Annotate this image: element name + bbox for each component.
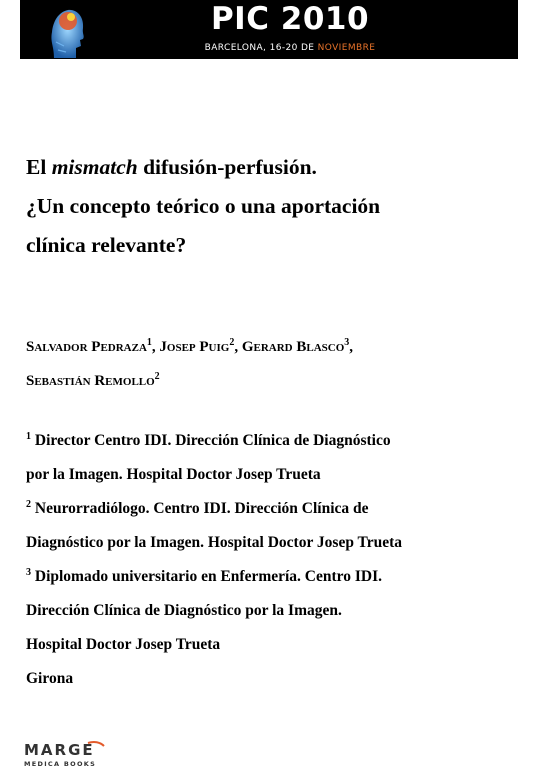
affiliation-text: Diplomado universitario en Enfermería. Centro IDI. [31,568,383,585]
affiliation-1-line-2: por la Imagen. Hospital Doctor Josep Trueta [26,466,321,483]
affiliation-text: Director Centro IDI. Dirección Clínica de Diagnóstico [31,432,391,449]
title-text: difusión-perfusión. [137,155,317,179]
author-name: Josep Puig [159,339,230,355]
author-affiliation-mark: 3 [344,337,350,348]
affiliation-mark: 2 [26,499,31,510]
publisher-logo [24,740,134,770]
author-affiliation-mark: 1 [146,337,152,348]
author-affiliation-mark: 2 [154,371,160,382]
author-line-2 [26,364,536,398]
author-name: Sebastián Remollo [26,373,155,389]
affiliation-3-line-1 [26,560,536,594]
title-line-3: clínica relevante? [26,233,187,257]
conference-location-dates: BARCELONA, 16-20 DE [204,43,318,53]
affiliation-list [26,424,536,696]
publisher-name: MARGE [24,741,95,759]
affiliation-text: Neurorradiólogo. Centro IDI. Dirección Clínica de [31,500,369,517]
author-name: Gerard Blasco [241,339,345,355]
title-line-2: ¿Un concepto teórico o una aportación [26,194,381,218]
publisher-subname: MEDICA BOOKS [24,760,97,768]
head-silhouette-brain-icon [44,2,88,58]
title-italic-term: mismatch [51,155,138,179]
author-line-1: Salvador Pedraza$^1$, Josep Puig$^2$, Gerard Blasco$^3$, [26,337,354,355]
title-line-1 [26,148,526,187]
conference-month: NOVIEMBRE [317,43,376,53]
affiliation-mark: 1 [26,431,31,442]
affiliation-2-line-2: Diagnóstico por la Imagen. Hospital Doctor Josep Trueta [26,534,403,551]
author-affiliation-mark: 2 [229,337,235,348]
conference-title: PIC 2010 [210,1,370,37]
conference-subtitle [120,42,460,54]
title-text: El [26,155,52,179]
author-list [26,330,536,398]
affiliation-3-line-2: Dirección Clínica de Diagnóstico por la Imagen. [26,602,342,619]
author-name: Salvador Pedraza [26,339,147,355]
affiliation-mark: 3 [26,567,31,578]
conference-banner [20,0,518,59]
affiliation-3-line-3: Hospital Doctor Josep Trueta [26,636,221,653]
affiliation-city: Girona [26,670,74,687]
affiliation-2-line-1 [26,492,536,526]
article-title [26,148,526,265]
affiliation-1-line-1 [26,424,536,458]
